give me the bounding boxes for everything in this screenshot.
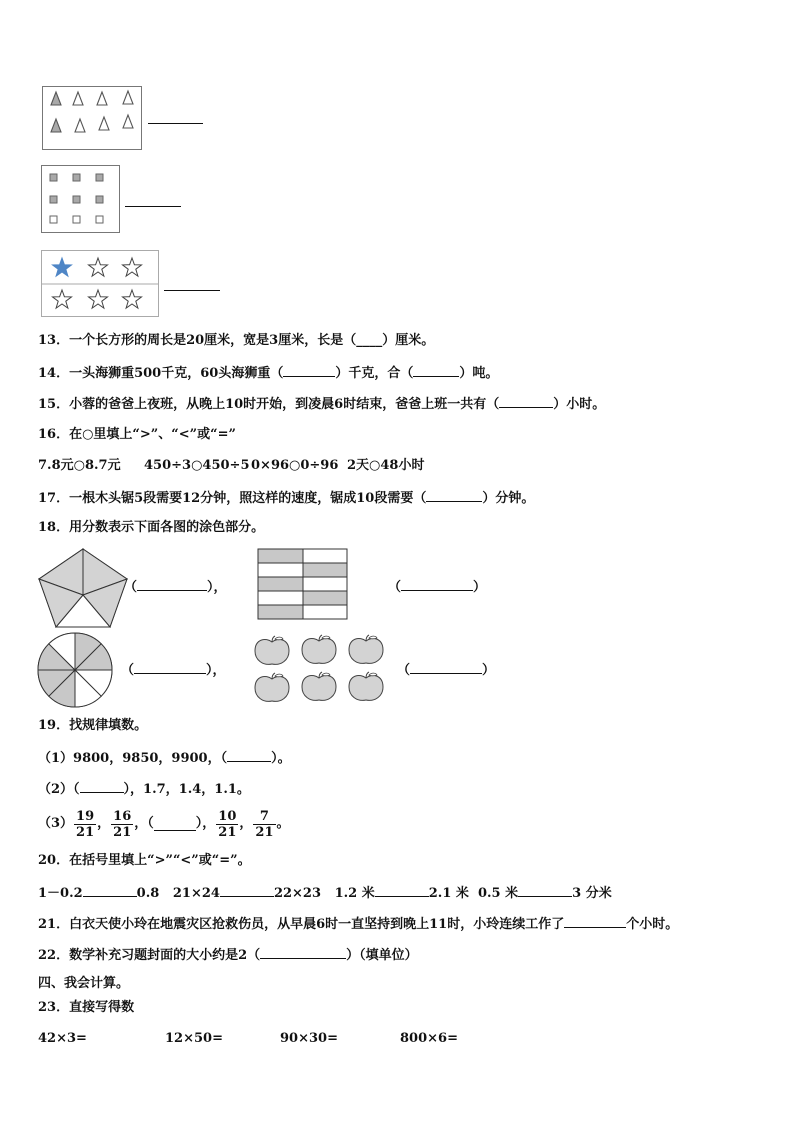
q18-open: （ — [388, 580, 402, 595]
q14-text-c: ）吨。 — [459, 366, 499, 381]
apple-icon — [255, 673, 289, 701]
question-23-title: 23．直接写得数 — [38, 1000, 135, 1015]
apple-icon — [349, 635, 383, 663]
fraction: $\frac{19}{21}$ — [76, 808, 95, 840]
q16-item[interactable]: 450÷3○450÷5 — [144, 458, 250, 473]
question-21 — [38, 915, 678, 933]
q18-close: ） — [482, 663, 496, 678]
q19-part-1 — [38, 749, 291, 767]
q14-text-a: 14．一头海狮重500千克，60头海狮重（ — [38, 366, 284, 381]
q20-right: 22×23 — [273, 886, 322, 901]
square-icon — [96, 216, 103, 223]
square-icon — [73, 216, 80, 223]
q20-items — [38, 884, 612, 902]
q20-blank[interactable] — [375, 884, 429, 897]
square-icon — [50, 196, 57, 203]
square-icon — [73, 174, 80, 181]
q18-answer-3[interactable] — [121, 661, 226, 679]
q19-part-2 — [38, 780, 250, 798]
triangle-icon — [123, 91, 133, 104]
q18-blank[interactable] — [134, 661, 206, 674]
apples-figure — [252, 632, 392, 706]
answer-blank-1[interactable] — [148, 123, 203, 124]
q16-item[interactable]: 2天○48小时 — [347, 458, 425, 473]
star-grid — [41, 250, 161, 318]
q19-p2-text-a: （2）（ — [38, 782, 80, 797]
q19-p1-text-a: （1）9800，9850，9900，（ — [38, 751, 228, 766]
q20-left: 1－0.2 — [38, 886, 83, 901]
q17-text-a: 17．一根木头锯5段需要12分钟，照这样的速度，锯成10段需要（ — [38, 491, 427, 506]
q15-blank[interactable] — [499, 395, 553, 408]
triangle-icon — [51, 119, 61, 132]
q21-text-a: 21．白衣天使小玲在地震灾区抢救伤员，从早晨6时一直坚持到晚上11时，小玲连续工作了 — [38, 917, 565, 932]
triangle-icon — [99, 117, 109, 130]
q16-item[interactable]: 7.8元○8.7元 — [38, 458, 121, 473]
q16-item[interactable]: 0×96○0÷96 — [251, 458, 339, 473]
fraction: $\frac{16}{21}$ — [113, 808, 132, 840]
question-14 — [38, 364, 498, 382]
q21-blank[interactable] — [564, 915, 626, 928]
question-20-title: 20．在括号里填上“>”“<”或“=”。 — [38, 853, 251, 868]
q18-answer-4[interactable] — [397, 661, 495, 679]
triangle-icon — [73, 92, 83, 105]
q18-blank[interactable] — [401, 578, 473, 591]
fraction: $\frac{10}{21}$ — [218, 808, 237, 840]
q14-text-b: ）千克，合（ — [335, 366, 414, 381]
pentagon-figure — [37, 547, 129, 629]
q18-close: ）， — [207, 580, 227, 595]
apple-icon — [302, 635, 336, 663]
section-heading: 四、我会计算。 — [38, 976, 130, 991]
q14-blank-1[interactable] — [283, 364, 335, 377]
q18-close: ） — [473, 580, 487, 595]
q20-right: 2.1 米 — [428, 886, 469, 901]
q20-left: 21×24 — [172, 886, 220, 901]
q20-right: 0.8 — [136, 886, 160, 901]
question-22 — [38, 946, 418, 964]
q15-text-b: ）小时。 — [553, 397, 606, 412]
square-icon — [50, 174, 57, 181]
apple-icon — [255, 636, 289, 664]
apple-icon — [349, 672, 383, 700]
q19-p2-text-b: ），1.7，1.4，1.1。 — [123, 782, 250, 797]
question-15 — [38, 395, 605, 413]
triangle-icon — [75, 119, 85, 132]
triangle-icon — [123, 115, 133, 128]
square-icon — [96, 174, 103, 181]
q18-open: （ — [121, 663, 135, 678]
square-grid — [41, 165, 121, 233]
question-13: 13．一个长方形的周长是20厘米，宽是3厘米，长是（____）厘米。 — [38, 333, 435, 348]
question-17 — [38, 489, 534, 507]
q20-left: 0.5 米 — [477, 886, 519, 901]
q20-left: 1.2 米 — [334, 886, 375, 901]
q19-p3-label: （3） — [38, 816, 74, 831]
answer-blank-2[interactable] — [125, 206, 181, 207]
q20-blank[interactable] — [220, 884, 274, 897]
q23-item[interactable]: 42×3= — [38, 1031, 87, 1046]
q17-text-b: ）分钟。 — [482, 491, 535, 506]
square-icon — [73, 196, 80, 203]
q19-part-3: （3） $\frac{19}{21}$ ， $\frac{16}{21}$ ，（ ）， $\frac{10}{21}$ ， $\frac{7}{21}$ 。 — [38, 808, 290, 840]
q23-item[interactable]: 800×6= — [400, 1031, 458, 1046]
question-18-title: 18．用分数表示下面各图的涂色部分。 — [38, 520, 265, 535]
q21-text-b: 个小时。 — [626, 917, 679, 932]
q19-p3-blank[interactable] — [154, 818, 196, 831]
q19-p1-text-b: ）。 — [271, 751, 291, 766]
triangle-icon — [51, 92, 61, 105]
q19-p1-blank[interactable] — [227, 749, 271, 762]
q20-blank[interactable] — [518, 884, 572, 897]
q20-blank[interactable] — [83, 884, 137, 897]
circle-figure — [36, 631, 116, 711]
triangle-grid — [42, 86, 142, 150]
question-19-title: 19．找规律填数。 — [38, 718, 148, 733]
q18-blank[interactable] — [410, 661, 482, 674]
answer-blank-3[interactable] — [164, 290, 220, 291]
square-icon — [96, 196, 103, 203]
q18-close: ）， — [206, 663, 226, 678]
q14-blank-2[interactable] — [413, 364, 459, 377]
q22-blank[interactable] — [260, 946, 346, 959]
q18-answer-1[interactable] — [124, 578, 227, 596]
q23-item[interactable]: 90×30= — [280, 1031, 338, 1046]
triangle-icon — [97, 92, 107, 105]
q20-right: 3 分米 — [572, 886, 612, 901]
question-16-title: 16．在○里填上“>”、“<”或“=” — [38, 427, 236, 442]
q22-text-b: ）（填单位） — [346, 948, 418, 963]
q19-p2-blank[interactable] — [80, 780, 124, 793]
q18-open: （ — [397, 663, 411, 678]
q18-blank[interactable] — [137, 578, 207, 591]
q18-answer-2[interactable] — [388, 578, 486, 596]
rect-grid-figure — [257, 547, 349, 623]
q17-blank[interactable] — [426, 489, 482, 502]
q18-open: （ — [124, 580, 138, 595]
apple-icon — [302, 672, 336, 700]
square-icon — [50, 216, 57, 223]
q15-text-a: 15．小蓉的爸爸上夜班，从晚上10时开始，到凌晨6时结束，爸爸上班一共有（ — [38, 397, 500, 412]
q22-text-a: 22．数学补充习题封面的大小约是2（ — [38, 948, 261, 963]
fraction: $\frac{7}{21}$ — [255, 808, 274, 840]
q23-item[interactable]: 12×50= — [165, 1031, 223, 1046]
